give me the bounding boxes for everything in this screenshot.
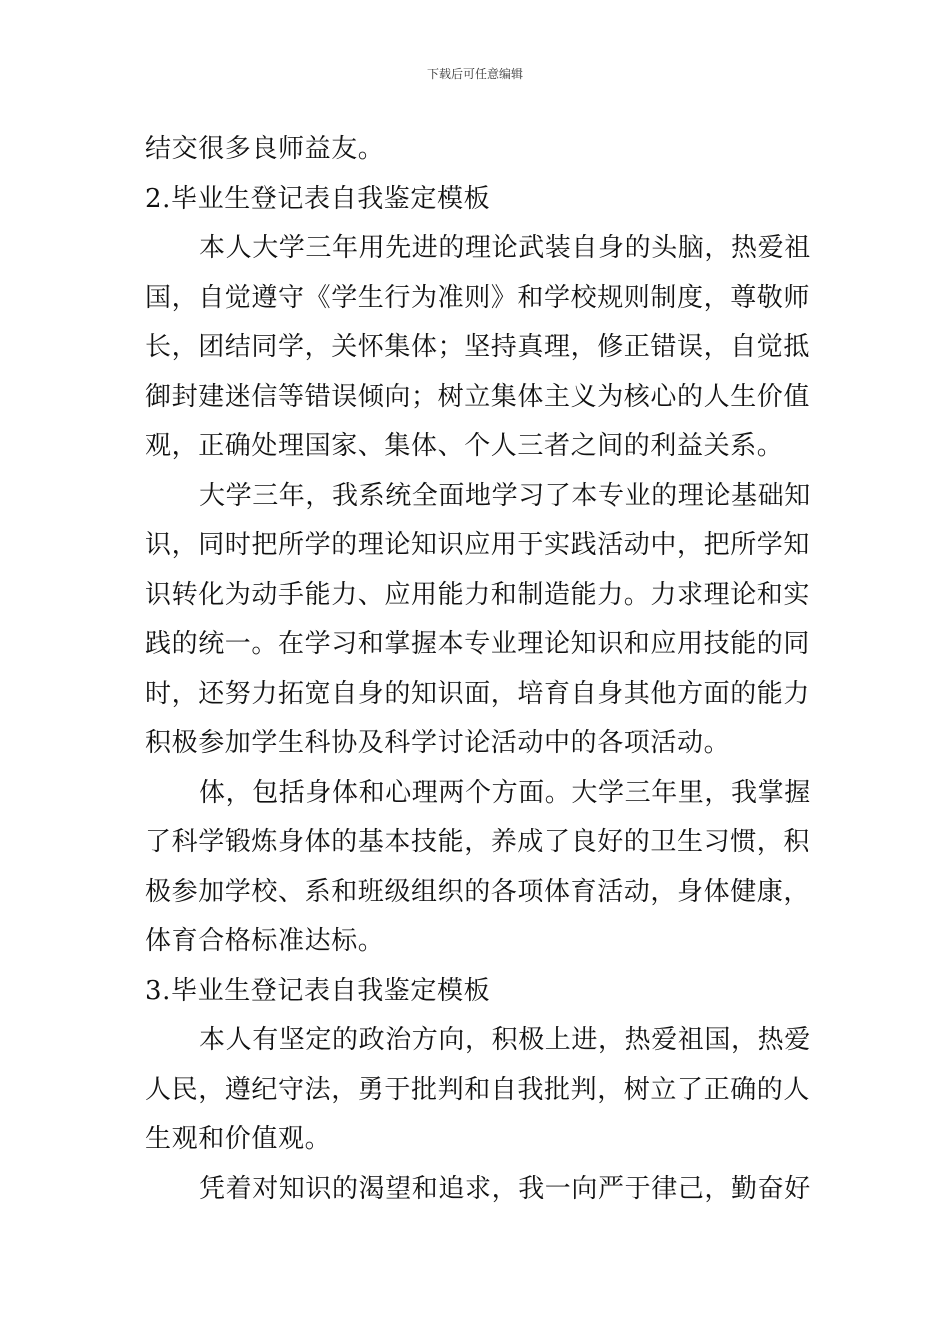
text-line: 人民，遵纪守法，勇于批判和自我批判，树立了正确的人 <box>145 1074 811 1105</box>
text-line: 践的统一。在学习和掌握本专业理论知识和应用技能的同 <box>145 629 811 659</box>
text-line: 结交很多良师益友。 <box>145 134 385 164</box>
text-line: 大学三年，我系统全面地学习了本专业的理论基础知 <box>199 480 811 511</box>
paragraph-continuation <box>145 125 809 175</box>
text-line: 识，同时把所学的理论知识应用于实践活动中，把所学知 <box>145 530 811 560</box>
text-line: 体，包括身体和心理两个方面。大学三年里，我掌握 <box>199 777 811 808</box>
text-line: 凭着对知识的渴望和追求，我一向严于律己，勤奋好 <box>199 1173 811 1204</box>
text-line: 生观和价值观。 <box>145 1124 332 1154</box>
paragraph-health <box>145 769 809 967</box>
page-header-note: 下载后可任意编辑 <box>426 67 523 81</box>
section-heading-2: 2.毕业生登记表自我鉴定模板 <box>145 183 491 214</box>
text-line: 了科学锻炼身体的基本技能，养成了良好的卫生习惯，积 <box>145 827 811 857</box>
text-line: 识转化为动手能力、应用能力和制造能力。力求理论和实 <box>145 579 811 610</box>
text-line: 时，还努力拓宽自身的知识面，培育自身其他方面的能力 <box>145 678 811 709</box>
text-line: 国，自觉遵守《学生行为准则》和学校规则制度，尊敬师 <box>145 282 811 313</box>
text-line: 长，团结同学，关怀集体；坚持真理，修正错误，自觉抵 <box>145 332 811 362</box>
paragraph-study <box>145 472 809 769</box>
paragraph-knowledge <box>145 1165 809 1215</box>
text-line: 观，正确处理国家、集体、个人三者之间的利益关系。 <box>145 431 784 461</box>
document-body <box>145 125 809 1214</box>
section-heading-3: 3.毕业生登记表自我鉴定模板 <box>145 975 491 1006</box>
text-line: 本人大学三年用先进的理论武装自身的头脑，热爱祖 <box>199 233 811 263</box>
paragraph-values <box>145 1016 809 1165</box>
paragraph-political <box>145 224 809 472</box>
text-line: 御封建迷信等错误倾向；树立集体主义为核心的人生价值 <box>145 381 811 412</box>
text-line: 积极参加学生科协及科学讨论活动中的各项活动。 <box>145 728 731 758</box>
text-line: 体育合格标准达标。 <box>145 926 385 956</box>
text-line: 本人有坚定的政治方向，积极上进，热爱祖国，热爱 <box>199 1025 811 1055</box>
text-line: 极参加学校、系和班级组织的各项体育活动，身体健康， <box>145 876 811 907</box>
